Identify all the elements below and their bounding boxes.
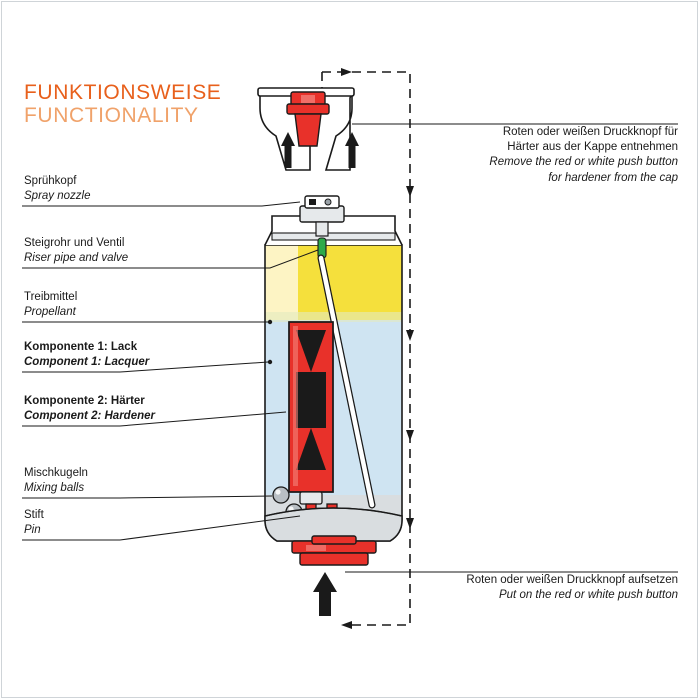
callout-put-on-push-button — [452, 573, 678, 603]
title-english: FUNCTIONALITY — [24, 103, 199, 127]
callout-component-2 — [24, 394, 155, 424]
callout-riser-pipe — [24, 236, 128, 266]
callout-mixing-balls-de: Mischkugeln — [24, 467, 88, 479]
callout-propellant-en: Propellant — [24, 306, 76, 319]
callout-remove-en-line2: for hardener from the cap — [548, 171, 678, 184]
callout-remove-de-line1: Roten oder weißen Druckknopf für — [502, 126, 678, 138]
component2-tube — [289, 322, 333, 492]
callout-component-1-de: Komponente 1: Lack — [24, 341, 138, 353]
red-push-button-bottom — [292, 536, 376, 565]
callout-remove-de-line2: Härter aus der Kappe entnehmen — [507, 141, 678, 154]
callout-riser-pipe-en: Riser pipe and valve — [24, 252, 129, 265]
callout-pin-en: Pin — [24, 524, 41, 537]
cap-right-wall — [326, 92, 352, 170]
callout-propellant-de: Treibmittel — [24, 291, 78, 303]
valve-stem — [316, 222, 328, 236]
spray-can — [260, 196, 410, 616]
callout-mixing-balls-en: Mixing balls — [24, 482, 85, 495]
callout-remove-en-line1: Remove the red or white push button — [489, 156, 678, 169]
insert-button-arrow — [313, 572, 337, 616]
can-rim-ring — [272, 233, 395, 240]
nozzle-detail — [325, 199, 331, 205]
callout-put-on-en: Put on the red or white push button — [498, 589, 678, 602]
callout-component-1-en: Component 1: Lacquer — [24, 356, 150, 369]
callout-remove-push-button — [452, 125, 678, 186]
callout-pin — [24, 508, 44, 538]
callout-riser-pipe-de: Steigrohr und Ventil — [24, 237, 125, 249]
component1-fill — [260, 320, 410, 500]
callout-component-1 — [24, 340, 149, 370]
right-label-underlines — [455, 124, 678, 572]
callout-pin-de: Stift — [24, 509, 44, 521]
callout-spray-nozzle-de: Sprühkopf — [24, 175, 77, 187]
callout-put-on-de: Roten oder weißen Druckknopf aufsetzen — [466, 574, 678, 586]
nozzle-orifice — [309, 199, 316, 205]
callout-spray-nozzle — [24, 174, 90, 204]
callout-propellant — [24, 290, 77, 320]
callout-component-2-en: Component 2: Hardener — [24, 410, 155, 423]
title-german: FUNKTIONSWEISE — [24, 81, 222, 104]
callout-component-2-de: Komponente 2: Härter — [24, 395, 145, 407]
callout-mixing-balls — [24, 466, 88, 496]
cap-with-button — [258, 88, 359, 170]
callout-spray-nozzle-en: Spray nozzle — [24, 190, 91, 203]
